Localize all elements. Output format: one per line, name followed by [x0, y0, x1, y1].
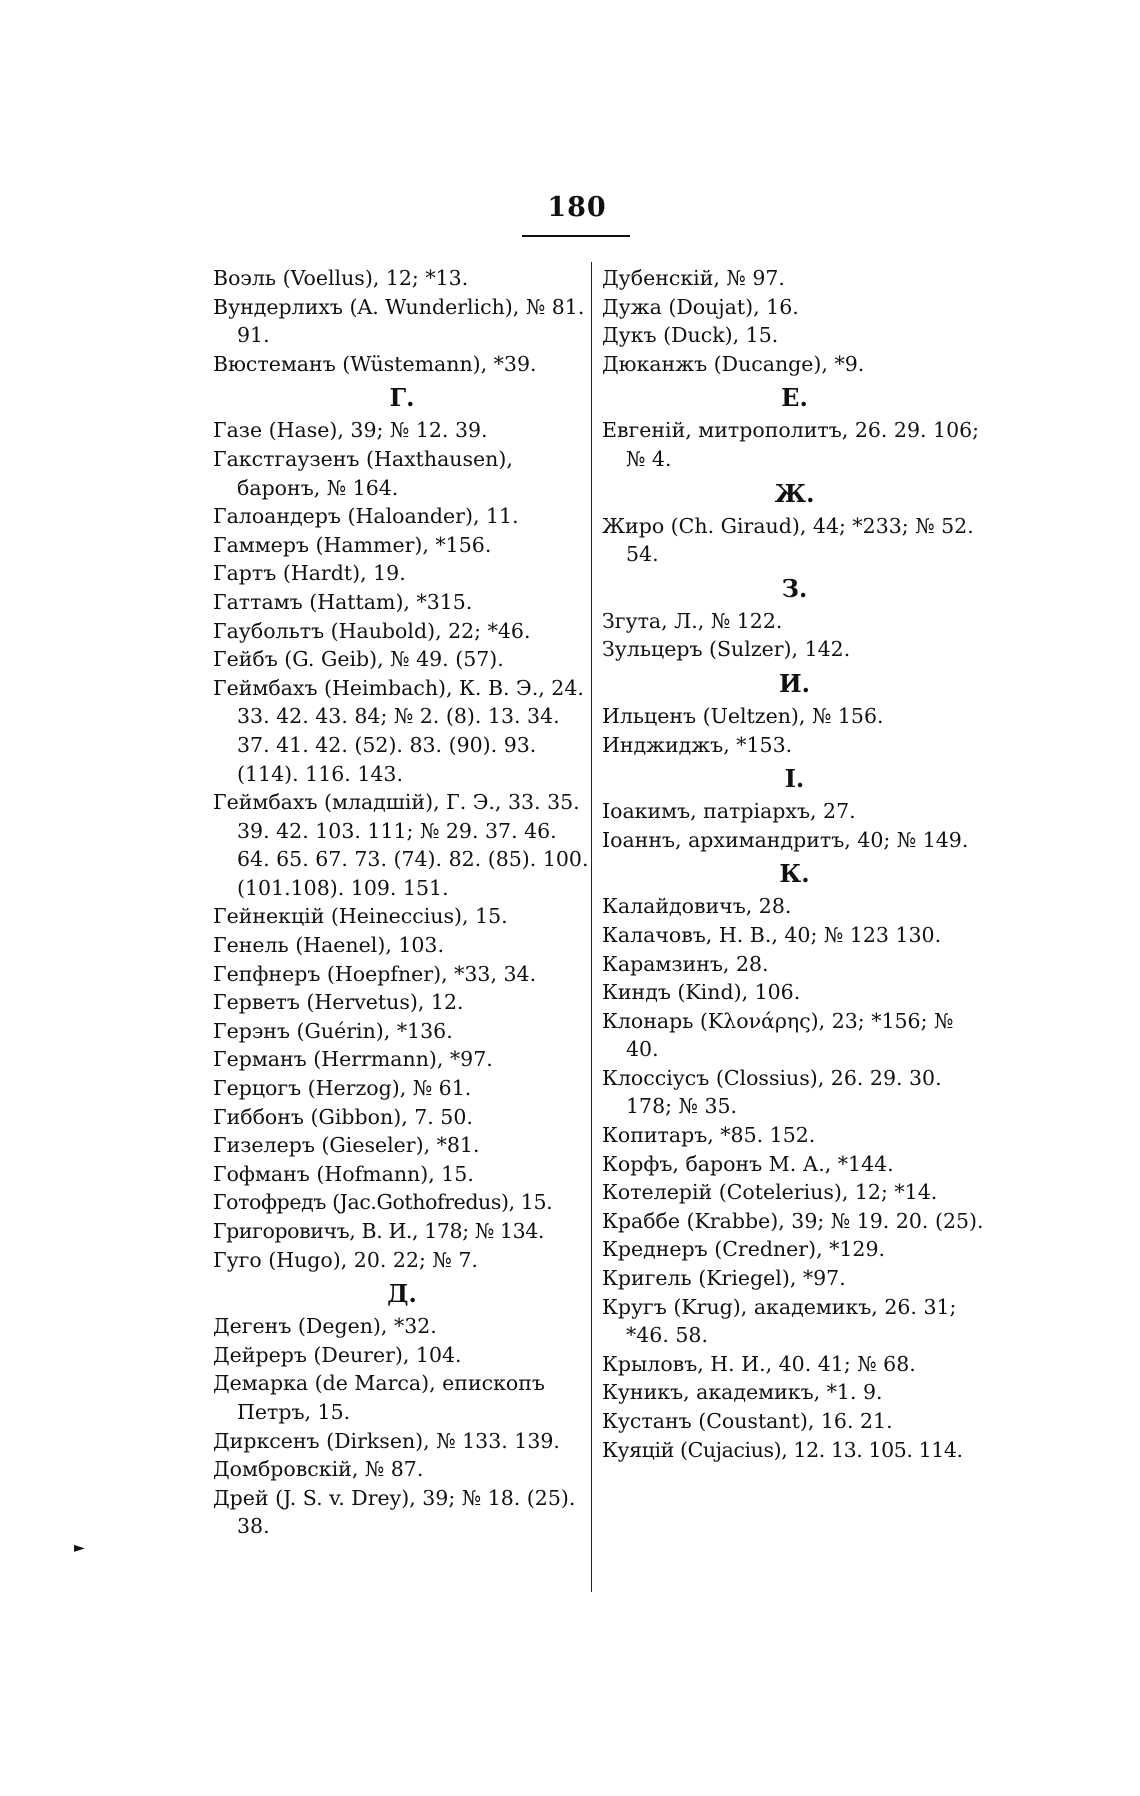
- index-entry: Гаттамъ (Hattam), *315.: [213, 589, 473, 614]
- index-entry: Вундерлихъ (A. Wunderlich), № 81. 91.: [213, 294, 585, 348]
- index-entry: Копитаръ, *85. 152.: [602, 1123, 816, 1148]
- index-entry: Креднеръ (Credner), *129.: [602, 1237, 886, 1262]
- index-entry: Герветъ (Hervetus), 12.: [213, 990, 464, 1015]
- index-column-right: [602, 264, 987, 1464]
- index-column-left: [213, 264, 591, 1541]
- index-entry: Евгеній, митрополитъ, 26. 29. 106; № 4.: [602, 418, 980, 471]
- index-entry: Дукъ (Duck), 15.: [602, 323, 779, 348]
- index-entry: Котелерій (Cotelerius), 12; *14.: [602, 1180, 938, 1205]
- index-entry: Газе (Hase), 39; № 12. 39.: [213, 418, 488, 443]
- index-entry: Григоровичъ, В. И., 178; № 134.: [213, 1219, 544, 1243]
- index-entry: Германъ (Herrmann), *97.: [213, 1047, 493, 1072]
- section-letter-heading: Г.: [389, 383, 415, 413]
- index-entry: Куяцій (Cujacius), 12. 13. 105. 114.: [602, 1437, 963, 1462]
- index-entry: Галоандеръ (Haloander), 11.: [213, 504, 519, 529]
- index-entry: Геймбахъ (Heimbach), К. В. Э., 24. 33. 42. 43. 84; № 2. (8). 13. 34. 37. 41. 42. (52). 83. (90). 93. (114). 116. 143.: [213, 675, 584, 786]
- index-entry: Демарка (de Marca), епископъ Петръ, 15.: [213, 1371, 545, 1424]
- index-entry: Кригель (Kriegel), *97.: [602, 1266, 846, 1291]
- index-entry: Готофредъ (Jac.Gothofredus), 15.: [213, 1190, 553, 1215]
- index-entry: Вюстеманъ (Wüstemann), *39.: [213, 351, 537, 376]
- index-entry: Герэнъ (Guérin), *136.: [213, 1018, 453, 1043]
- index-entry: Кругъ (Krug), академикъ, 26. 31; *46. 58.: [602, 1294, 957, 1348]
- index-entry: Дрей (J. S. v. Drey), 39; № 18. (25). 38.: [213, 1485, 576, 1539]
- index-entry: Клоссіусъ (Clossius), 26. 29. 30. 178; № 35.: [602, 1065, 942, 1119]
- section-letter-heading: З.: [781, 573, 808, 603]
- index-entry: Генель (Haenel), 103.: [213, 933, 444, 958]
- index-entry: Кустанъ (Coustant), 16. 21.: [602, 1409, 893, 1433]
- index-entry: Дегенъ (Degen), *32.: [213, 1314, 437, 1339]
- index-entry: Гакстгаузенъ (Haxthausen), баронъ, № 164.: [213, 446, 513, 500]
- index-entry: Карамзинъ, 28.: [602, 951, 769, 976]
- index-entry: Дейреръ (Deurer), 104.: [213, 1342, 462, 1367]
- index-entry: Гейбъ (G. Geib), № 49. (57).: [213, 647, 504, 672]
- index-entry: Гаммеръ (Hammer), *156.: [213, 532, 492, 557]
- section-letter-heading: І.: [784, 764, 805, 794]
- index-entry: Гизелеръ (Gieseler), *81.: [213, 1133, 480, 1158]
- section-letter-heading: Е.: [781, 383, 808, 413]
- section-letter-heading: К.: [779, 859, 810, 889]
- section-letter-heading: Д.: [387, 1279, 417, 1309]
- index-entry: Киндъ (Kind), 106.: [602, 980, 801, 1005]
- index-entry: Гофманъ (Hofmann), 15.: [213, 1161, 474, 1186]
- index-entry: Крыловъ, Н. И., 40. 41; № 68.: [602, 1351, 916, 1376]
- index-entry: Геймбахъ (младшій), Г. Э., 33. 35. 39. 42. 103. 111; № 29. 37. 46. 64. 65. 67. 73. (74). 82. (85). 100. (101.108). 109. 151.: [213, 790, 589, 900]
- index-entry: Гаубольтъ (Haubold), 22; *46.: [213, 618, 531, 643]
- column-divider: [591, 262, 592, 1592]
- index-entry: Воэль (Voellus), 12; *13.: [213, 266, 469, 290]
- index-entry: Іоаннъ, архимандритъ, 40; № 149.: [602, 827, 969, 852]
- index-entry: Дюканжъ (Ducange), *9.: [602, 351, 865, 376]
- section-letter-heading: Ж.: [774, 478, 815, 508]
- index-entry: Гуго (Hugo), 20. 22; № 7.: [213, 1247, 478, 1272]
- index-entry: Герцогъ (Herzog), № 61.: [213, 1076, 472, 1101]
- index-entry: Ильценъ (Ueltzen), № 156.: [602, 703, 884, 728]
- index-entry: Калайдовичъ, 28.: [602, 894, 792, 919]
- index-entry: Дужа (Doujat), 16.: [602, 294, 799, 319]
- index-entry: Корфъ, баронъ М. А., *144.: [602, 1151, 894, 1176]
- index-entry: Домбровскій, № 87.: [213, 1457, 424, 1482]
- index-entry: Гепфнеръ (Hoepfner), *33, 34.: [213, 961, 537, 986]
- page-number: 180: [547, 192, 607, 223]
- margin-arrow-mark: ►: [74, 1540, 85, 1556]
- index-entry: Зульцеръ (Sulzer), 142.: [602, 637, 851, 662]
- section-letter-heading: И.: [778, 668, 811, 698]
- page-number-rule: [522, 235, 630, 237]
- index-entry: Жиро (Ch. Giraud), 44; *233; № 52. 54.: [602, 513, 974, 567]
- index-entry: Дирксенъ (Dirksen), № 133. 139.: [213, 1428, 560, 1453]
- index-entry: Згута, Л., № 122.: [602, 608, 783, 633]
- index-entry: Гартъ (Hardt), 19.: [213, 561, 406, 586]
- index-entry: Іоакимъ, патріархъ, 27.: [602, 799, 856, 824]
- index-entry: Куникъ, академикъ, *1. 9.: [602, 1380, 883, 1405]
- index-entry: Гейнекцій (Heineccius), 15.: [213, 904, 508, 929]
- index-entry: Инджиджъ, *153.: [602, 732, 793, 757]
- index-entry: Калачовъ, Н. В., 40; № 123 130.: [602, 922, 942, 947]
- index-entry: Дубенскій, № 97.: [602, 266, 785, 290]
- index-entry: Клонарь (Κλονάρης), 23; *156; № 40.: [602, 1008, 954, 1062]
- index-entry: Гиббонъ (Gibbon), 7. 50.: [213, 1104, 473, 1129]
- index-entry: Краббе (Krabbe), 39; № 19. 20. (25).: [602, 1208, 984, 1233]
